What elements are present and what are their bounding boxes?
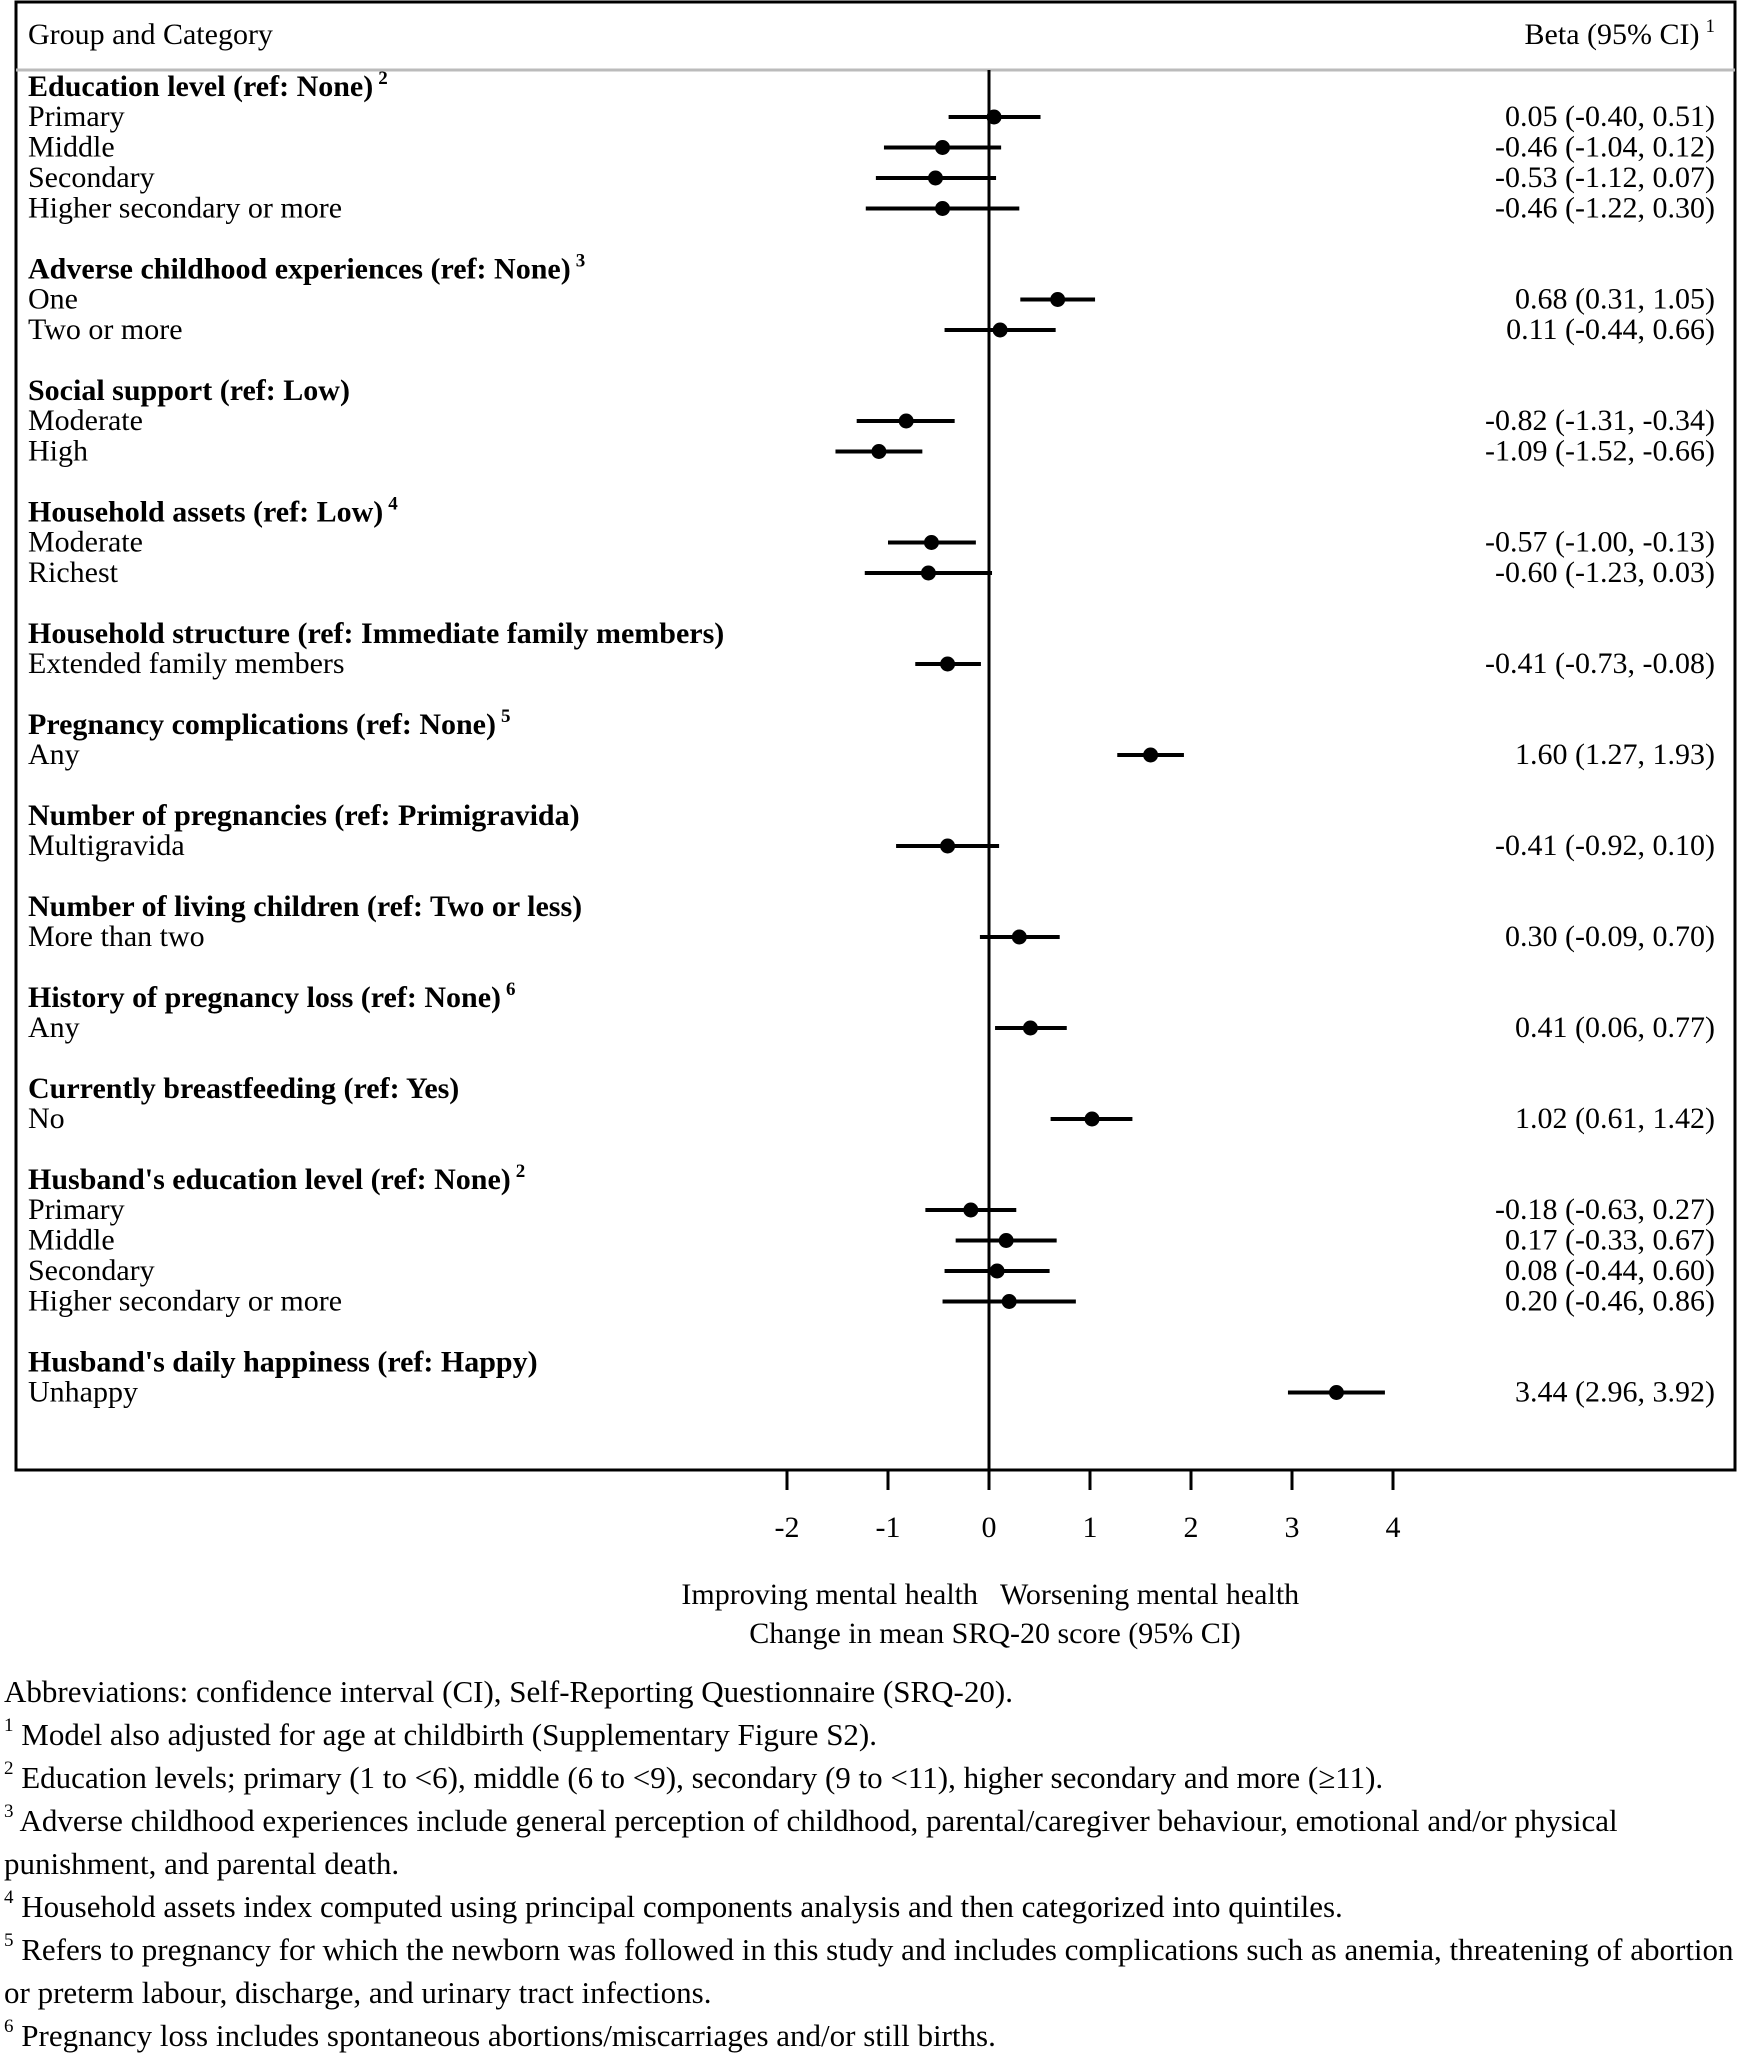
footnote-mark: 1 (4, 1715, 14, 1736)
estimate-point (935, 201, 950, 216)
footnote (4, 1756, 1750, 1799)
row-value: 0.68 (0.31, 1.05) (1515, 282, 1715, 316)
group-header-label: Social support (ref: Low) (28, 374, 350, 407)
estimate-point (940, 657, 955, 672)
footnote-list (4, 1713, 1750, 2057)
group-header (28, 1072, 459, 1105)
estimate-point (935, 140, 950, 155)
row-label: Primary (28, 1193, 125, 1226)
x-tick-label: -2 (774, 1511, 800, 1544)
group-header-label: Husband's daily happiness (ref: Happy) (28, 1345, 538, 1379)
footnote-mark: 4 (4, 1887, 14, 1908)
row-value: 0.05 (-0.40, 0.51) (1505, 100, 1715, 133)
estimate-point (928, 171, 943, 186)
group-header-label: Currently breastfeeding (ref: Yes) (28, 1072, 460, 1105)
row-value: -0.41 (-0.92, 0.10) (1495, 829, 1715, 862)
group-header-note: 5 (500, 706, 511, 727)
estimate-point (1143, 748, 1158, 763)
row-label: Any (28, 1011, 80, 1044)
row-label: Any (28, 738, 80, 771)
row-label: Extended family members (28, 647, 345, 680)
row-label: Primary (28, 100, 125, 133)
row-label: Richest (28, 556, 118, 589)
group-header-note: 4 (388, 493, 398, 515)
footnote (4, 1928, 1750, 2014)
row-value: -0.46 (-1.22, 0.30) (1495, 191, 1715, 225)
row-label: Middle (28, 130, 115, 164)
group-header (28, 706, 510, 741)
row-label: More than two (28, 920, 205, 953)
row-label: Higher secondary or more (28, 1284, 343, 1318)
group-header (28, 494, 398, 529)
footnote (4, 1713, 1750, 1756)
group-header (28, 1161, 525, 1196)
footnotes (4, 1670, 1750, 2057)
group-header (28, 1346, 538, 1379)
footnote-text: Education levels; primary (1 to <6), middle (6 to <9), secondary (9 to <11), higher secondary and more (≥11). (13, 1760, 1384, 1795)
group-header-label: Number of pregnancies (ref: Primigravida) (28, 799, 580, 832)
row-label: Higher secondary or more (28, 191, 343, 225)
row-value: 3.44 (2.96, 3.92) (1515, 1375, 1715, 1409)
row-value: -0.46 (-1.04, 0.12) (1495, 130, 1715, 164)
group-header (28, 890, 582, 923)
row-value: -0.57 (-1.00, -0.13) (1485, 525, 1715, 559)
estimate-point (921, 566, 936, 581)
footnote (4, 1799, 1750, 1885)
footnote (4, 1885, 1750, 1928)
header-left: Group and Category (28, 18, 273, 51)
x-tick-label: 2 (1183, 1511, 1199, 1544)
direction-right-label: Worsening mental health (1000, 1578, 1300, 1611)
row-label: Unhappy (28, 1375, 138, 1409)
x-tick-label: 3 (1284, 1511, 1300, 1544)
footnote (4, 2014, 1750, 2057)
estimate-point (1012, 930, 1027, 945)
row-label: No (28, 1102, 65, 1135)
row-value: -0.53 (-1.12, 0.07) (1495, 161, 1715, 194)
row-value: -0.82 (-1.31, -0.34) (1485, 404, 1715, 437)
group-header (28, 979, 516, 1014)
footnote-text: Household assets index computed using principal components analysis and then categorized into quintiles. (13, 1889, 1343, 1924)
row-label: One (28, 282, 78, 316)
row-label: High (28, 434, 88, 468)
estimate-point (993, 323, 1008, 338)
footnote-mark: 5 (4, 1930, 14, 1951)
row-label: Multigravida (28, 829, 185, 862)
estimate-point (1023, 1021, 1038, 1036)
row-label: Moderate (28, 404, 143, 437)
footnote-text: Pregnancy loss includes spontaneous abortions/miscarriages and/or still births. (13, 2018, 996, 2053)
direction-left-label: Improving mental health (681, 1578, 978, 1611)
row-value: 0.17 (-0.33, 0.67) (1505, 1223, 1715, 1257)
footnote-mark: 2 (4, 1758, 14, 1779)
header-right-label: Beta (95% CI) (1524, 18, 1700, 51)
group-header-label: Pregnancy complications (ref: None) (28, 708, 496, 741)
footnote-mark: 3 (4, 1801, 14, 1822)
group-header (28, 799, 580, 832)
footnote-text: Refers to pregnancy for which the newborn was followed in this study and includes complications such as anemia, threatening of abortion or preterm labour, discharge, and urinary tract infections. (4, 1932, 1734, 2010)
row-value: 1.02 (0.61, 1.42) (1515, 1102, 1715, 1135)
footnote-mark: 6 (4, 2016, 14, 2037)
estimate-point (999, 1233, 1014, 1248)
estimate-point (1329, 1385, 1344, 1400)
group-header-note: 3 (575, 250, 586, 272)
footnote-text: Adverse childhood experiences include general perception of childhood, parental/caregiver behaviour, emotional and/or physical punishment, and parental death. (4, 1803, 1618, 1881)
x-axis-title: Change in mean SRQ-20 score (95% CI) (749, 1617, 1241, 1650)
row-value: -0.41 (-0.73, -0.08) (1485, 647, 1715, 680)
x-tick-label: 4 (1385, 1511, 1401, 1544)
x-tick-label: 1 (1082, 1511, 1098, 1544)
row-label: Secondary (28, 1254, 155, 1287)
abbreviations-note: Abbreviations: confidence interval (CI), Self-Reporting Questionnaire (SRQ-20). (4, 1674, 1013, 1709)
group-header (28, 68, 388, 103)
x-tick-label: -1 (875, 1511, 901, 1544)
estimate-point (963, 1203, 978, 1218)
row-label: Two or more (28, 313, 183, 346)
rows-layer (28, 68, 1715, 1409)
estimate-point (899, 414, 914, 429)
row-value: -1.09 (-1.52, -0.66) (1485, 434, 1715, 468)
group-header-label: Husband's education level (ref: None) (28, 1163, 511, 1196)
group-header-label: Household structure (ref: Immediate family members) (28, 617, 725, 650)
group-header-label: History of pregnancy loss (ref: None) (28, 981, 501, 1014)
footnote-text: Model also adjusted for age at childbirth (Supplementary Figure S2). (13, 1717, 878, 1752)
estimate-point (1085, 1112, 1100, 1127)
header-right-note: 1 (1705, 16, 1715, 37)
group-header-label: Education level (ref: None) (28, 70, 374, 103)
group-header-note: 2 (515, 1161, 526, 1182)
group-header (28, 617, 724, 650)
row-value: 0.11 (-0.44, 0.66) (1506, 313, 1715, 346)
x-tick-label: 0 (981, 1511, 997, 1544)
group-header-label: Adverse childhood experiences (ref: None) (28, 252, 571, 286)
row-value: 0.30 (-0.09, 0.70) (1505, 920, 1715, 953)
estimate-point (990, 1264, 1005, 1279)
row-value: 0.08 (-0.44, 0.60) (1505, 1254, 1715, 1287)
row-value: -0.18 (-0.63, 0.27) (1495, 1193, 1715, 1226)
group-header-note: 2 (378, 68, 388, 89)
estimate-point (1050, 292, 1065, 307)
x-axis (775, 70, 1401, 1544)
group-header (28, 251, 585, 286)
header-right (1525, 16, 1715, 51)
group-header-label: Household assets (ref: Low) (28, 495, 384, 529)
estimate-point (1002, 1294, 1017, 1309)
group-header-label: Number of living children (ref: Two or less) (28, 890, 583, 923)
estimate-point (871, 444, 886, 459)
row-value: 0.20 (-0.46, 0.86) (1505, 1284, 1715, 1318)
estimate-point (940, 839, 955, 854)
group-header (28, 374, 350, 407)
row-label: Secondary (28, 161, 155, 194)
row-value: -0.60 (-1.23, 0.03) (1495, 556, 1715, 589)
row-value: 1.60 (1.27, 1.93) (1515, 738, 1715, 771)
row-label: Middle (28, 1223, 115, 1257)
group-header-note: 6 (506, 979, 516, 1000)
estimate-point (924, 535, 939, 550)
row-value: 0.41 (0.06, 0.77) (1515, 1011, 1715, 1044)
row-label: Moderate (28, 525, 143, 559)
